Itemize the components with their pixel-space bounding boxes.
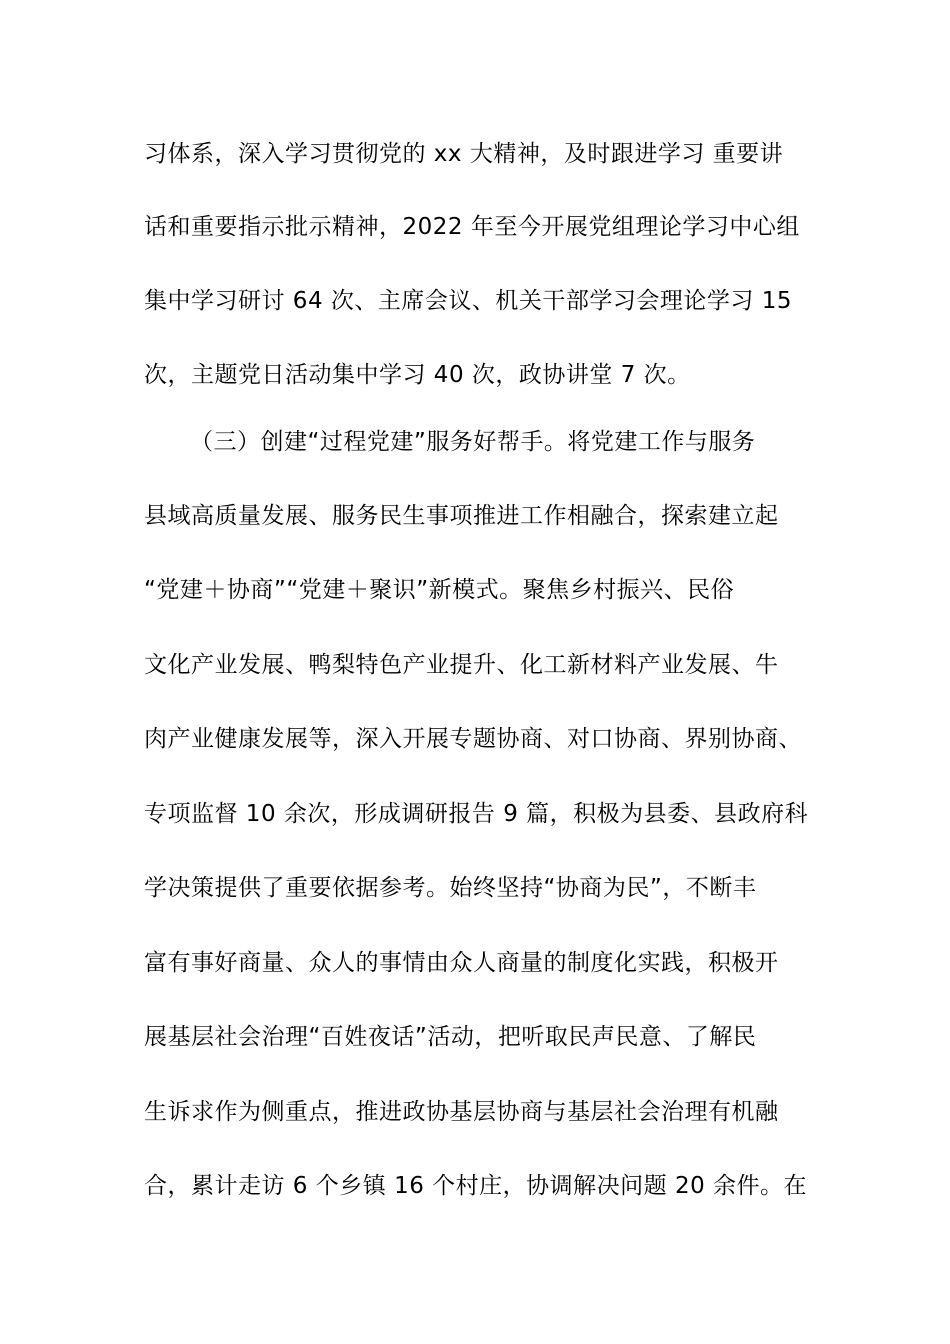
- paragraph-line: 专项监督 10 余次，形成调研报告 9 篇，积极为县委、县政府科: [144, 801, 809, 827]
- paragraph-line: 习体系，深入学习贯彻党的 xx 大精神，及时跟进学习 重要讲: [144, 141, 784, 167]
- paragraph-line: “党建＋协商”“党建＋聚识”新模式。聚焦乡村振兴、民俗: [144, 577, 735, 603]
- paragraph-line: 话和重要指示批示精神，2022 年至今开展党组理论学习中心组: [144, 214, 800, 240]
- paragraph-line: 文化产业发展、鸭梨特色产业提升、化工新材料产业发展、牛: [144, 652, 779, 678]
- paragraph-line: 合，累计走访 6 个乡镇 16 个村庄，协调解决问题 20 余件。在: [144, 1173, 808, 1199]
- paragraph-line: 富有事好商量、众人的事情由众人商量的制度化实践，积极开: [144, 950, 779, 976]
- paragraph-line: 县域高质量发展、服务民生事项推进工作相融合，探索建立起: [144, 503, 779, 529]
- paragraph-line: 学决策提供了重要依据参考。始终坚持“协商为民”，不断丰: [144, 875, 757, 901]
- paragraph-line: 展基层社会治理“百姓夜话”活动，把听取民声民意、了解民: [144, 1024, 757, 1050]
- paragraph-line: 集中学习研讨 64 次、主席会议、机关干部学习会理论学习 15: [144, 288, 792, 314]
- paragraph-line: 肉产业健康发展等，深入开展专题协商、对口协商、界别协商、: [144, 726, 802, 752]
- paragraph-line: 生诉求作为侧重点，推进政协基层协商与基层社会治理有机融: [144, 1099, 779, 1125]
- section-heading-line: （三）创建“过程党建”服务好帮手。将党建工作与服务: [190, 429, 756, 455]
- paragraph-line: 次，主题党日活动集中学习 40 次，政协讲堂 7 次。: [144, 362, 691, 388]
